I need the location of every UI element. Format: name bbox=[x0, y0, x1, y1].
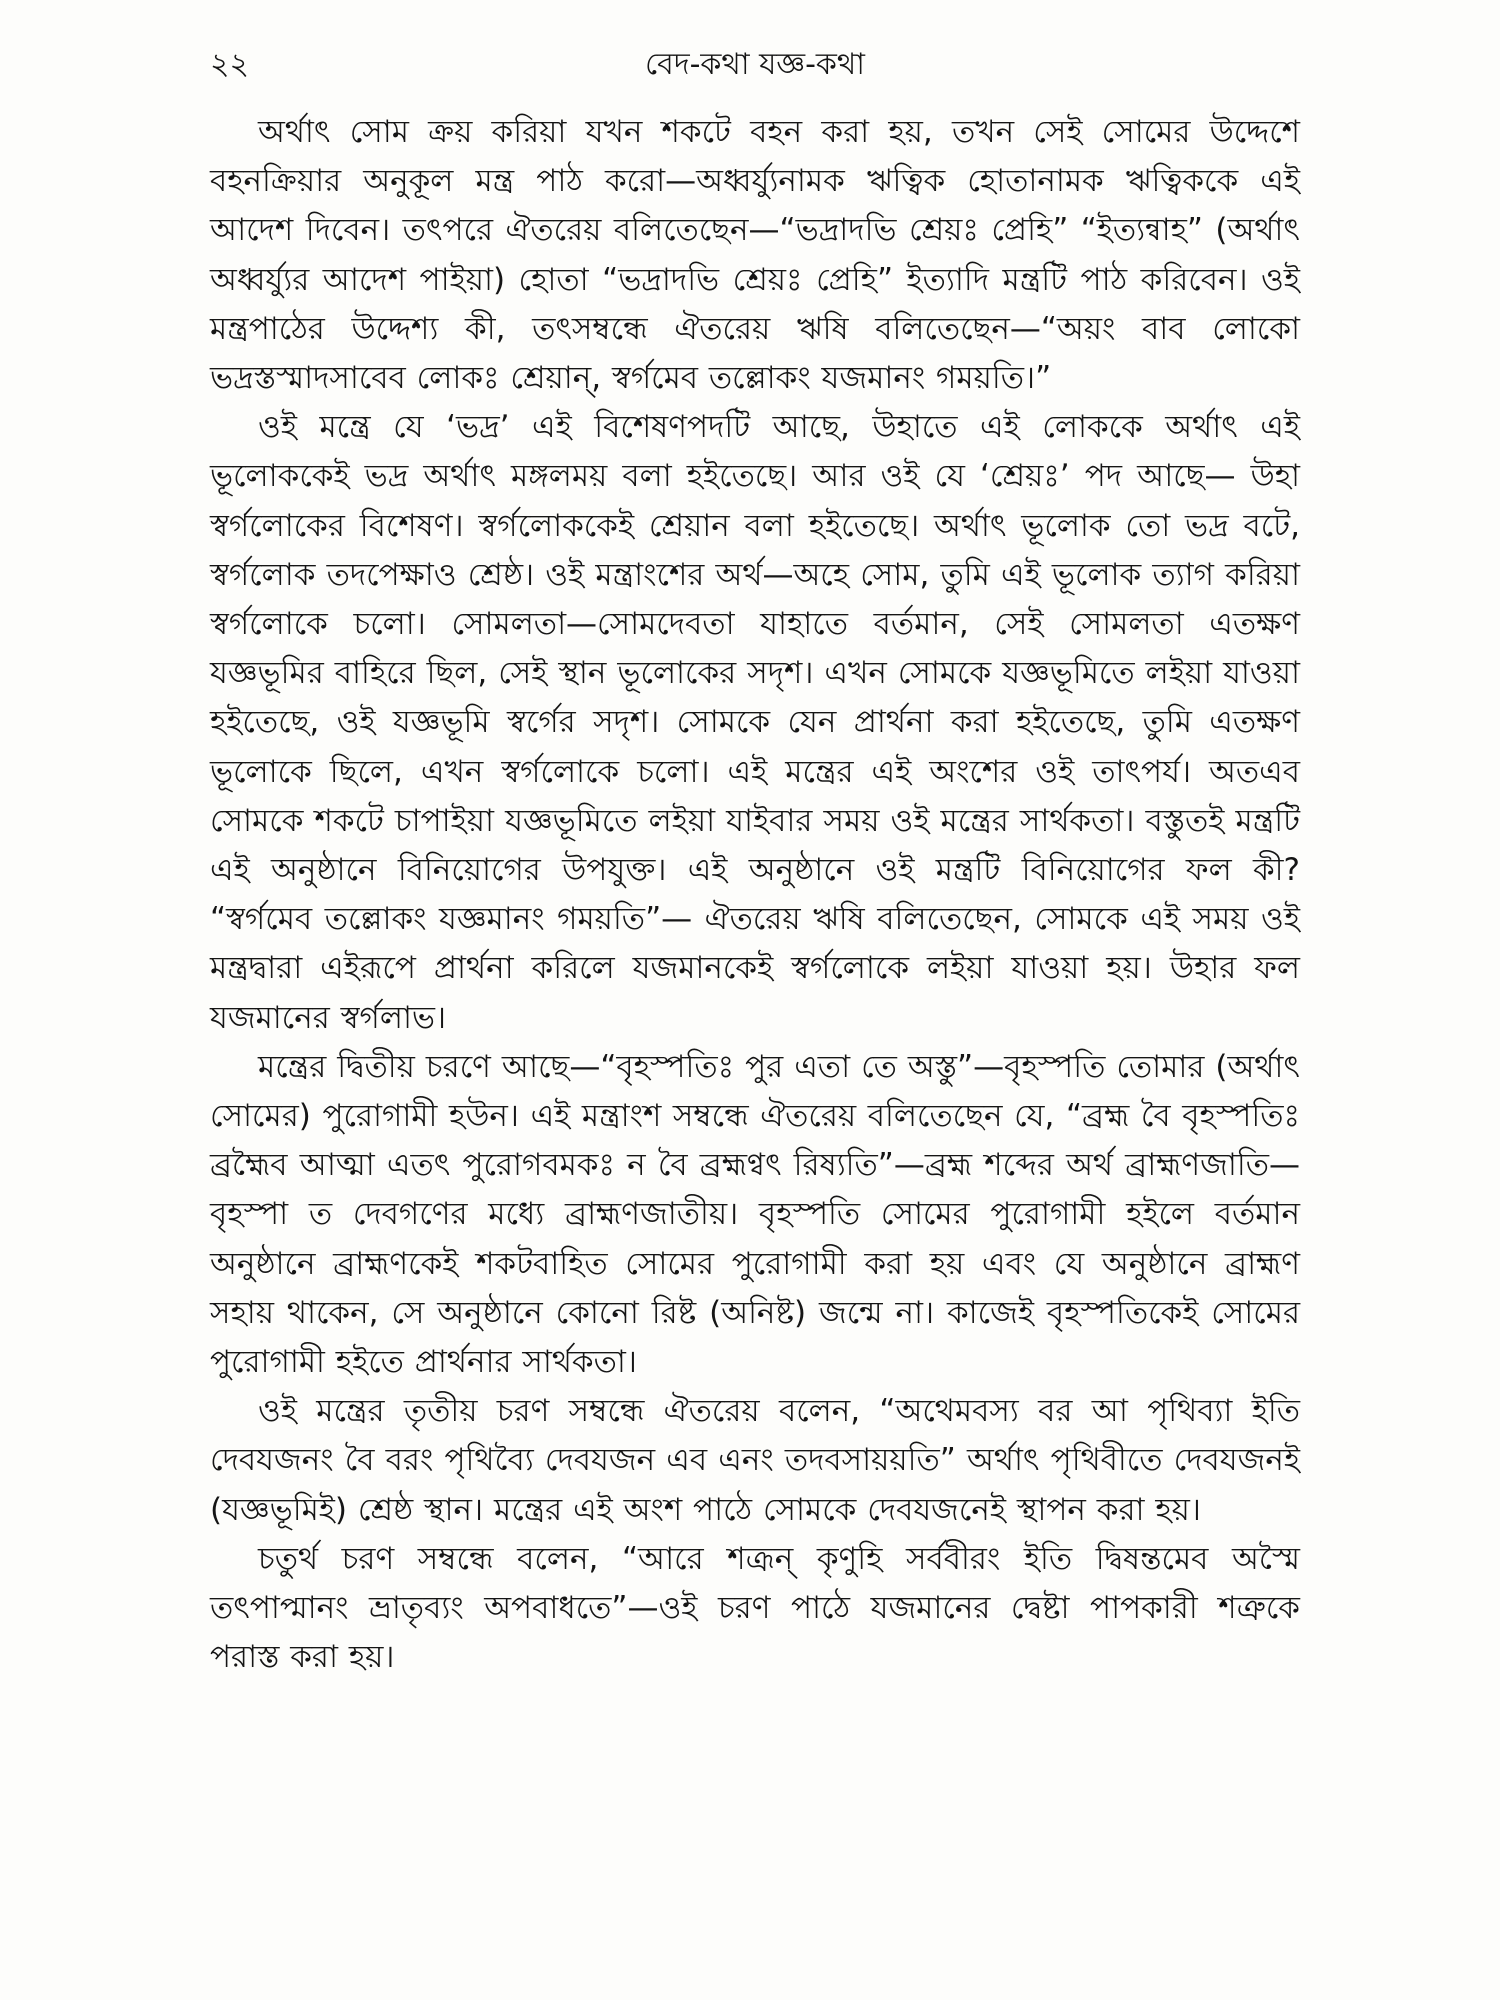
paragraph-4: ওই মন্ত্রের তৃতীয় চরণ সম্বন্ধে ঐতরেয় বলেন, “অথেমবস্য বর আ পৃথিব্যা ইতি দেবযজনং বৈ বরং পৃথিব্যৈ দেবযজন এব এনং তদবসায়য়তি” অর্থাৎ পৃথিবীতে দেবযজনই (যজ্ঞভূমিই) শ্রেষ্ঠ স্থান। মন্ত্রের এই অংশ পাঠে সোমকে দেবযজনেই স্থাপন করা হয়। bbox=[210, 1393, 1300, 1528]
paragraph-1: অর্থাৎ সোম ক্রয় করিয়া যখন শকটে বহন করা হয়, তখন সেই সোমের উদ্দেশে বহনক্রিয়ার অনুকূল মন্ত্র পাঠ করো—অধ্বর্য্যুনামক ঋত্বিক হোতানামক ঋত্বিককে এই আদেশ দিবেন। তৎপরে ঐতরেয় বলিতেছেন—“ভদ্রাদভি শ্রেয়ঃ প্রেহি” “ইত্যন্বাহ” (অর্থাৎ অধ্বর্য্যুর আদেশ পাইয়া) হোতা “ভদ্রাদভি শ্রেয়ঃ প্রেহি” ইত্যাদি মন্ত্রটি পাঠ করিবেন। ওই মন্ত্রপাঠের উদ্দেশ্য কী, তৎসম্বন্ধে ঐতরেয় ঋষি বলিতেছেন—“অয়ং বাব লোকো ভদ্রস্তস্মাদসাবেব লোকঃ শ্রেয়ান্‌, স্বর্গমেব তল্লোকং যজমানং গময়তি।” bbox=[210, 114, 1300, 397]
page-number: ২২ bbox=[210, 47, 250, 82]
paragraph-2: ওই মন্ত্রে যে ‘ভদ্র’ এই বিশেষণপদটি আছে, উহাতে এই লোককে অর্থাৎ এই ভূলোককেই ভদ্র অর্থাৎ মঙ্গলময় বলা হইতেছে। আর ওই যে ‘শ্রেয়ঃ’ পদ আছে— উহা স্বর্গলোকের বিশেষণ। স্বর্গলোককেই শ্রেয়ান বলা হইতেছে। অর্থাৎ ভূলোক তো ভদ্র বটে, স্বর্গলোক তদপেক্ষাও শ্রেষ্ঠ। ওই মন্ত্রাংশের অর্থ—অহে সোম, তুমি এই ভূলোক ত্যাগ করিয়া স্বর্গলোকে চলো। সোমলতা—সোমদেবতা যাহাতে বর্তমান, সেই সোমলতা এতক্ষণ যজ্ঞভূমির বাহিরে ছিল, সেই স্থান ভূলোকের সদৃশ। এখন সোমকে যজ্ঞভূমিতে লইয়া যাওয়া হইতেছে, ওই যজ্ঞভূমি স্বর্গের সদৃশ। সোমকে যেন প্রার্থনা করা হইতেছে, তুমি এতক্ষণ ভূলোকে ছিলে, এখন স্বর্গলোকে চলো। এই মন্ত্রের এই অংশের ওই তাৎপর্য। অতএব সোমকে শকটে চাপাইয়া যজ্ঞভূমিতে লইয়া যাইবার সময় ওই মন্ত্রের সার্থকতা। বস্তুতই মন্ত্রটি এই অনুষ্ঠানে বিনিয়োগের উপযুক্ত। এই অনুষ্ঠানে ওই মন্ত্রটি বিনিয়োগের ফল কী? “স্বর্গমেব তল্লোকং যজ্ঞমানং গময়তি”— ঐতরেয় ঋষি বলিতেছেন, সোমকে এই সময় ওই মন্ত্রদ্বারা এইরূপে প্রার্থনা করিলে যজমানকেই স্বর্গলোকে লইয়া যাওয়া হয়। উহার ফল যজমানের স্বর্গলাভ। bbox=[210, 409, 1300, 1036]
body-text bbox=[210, 108, 1300, 1683]
page-header bbox=[210, 40, 1300, 90]
paragraph-3: মন্ত্রের দ্বিতীয় চরণে আছে—“বৃহস্পতিঃ পুর এতা তে অস্তু”—বৃহস্পতি তোমার (অর্থাৎ সোমের) পুরোগামী হউন। এই মন্ত্রাংশ সম্বন্ধে ঐতরেয় বলিতেছেন যে, “ব্রহ্ম বৈ বৃহস্পতিঃ ব্রহ্মৈব আত্মা এতৎ পুরোগবমকঃ ন বৈ ব্রহ্মণ্বৎ রিষ্যতি”—ব্রহ্ম শব্দের অর্থ ব্রাহ্মণজাতি—বৃহস্পা ত দেবগণের মধ্যে ব্রাহ্মণজাতীয়। বৃহস্পতি সোমের পুরোগামী হইলে বর্তমান অনুষ্ঠানে ব্র‌াহ্মণকেই শকটবাহিত সোমের পুরোগামী করা হয় এবং যে অনুষ্ঠানে ব্রাহ্মণ সহায় থাকেন, সে অনুষ্ঠানে কোনো রিষ্ট (অনিষ্ট) জন্মে না। কাজেই বৃহস্পতিকেই সোমের পুরোগামী হইতে প্রার্থনার সার্থকতা। bbox=[210, 1048, 1300, 1381]
paragraph-5: চতুর্থ চরণ সম্বন্ধে বলেন, “আরে শত্রূন্‌ কৃণুহি সর্ববীরং ইতি দ্বিষন্তমেব অস্মৈ তৎপাপ্মানং ভ্রাতৃব্যং অপবাধতে”—ওই চরণ পাঠে যজমানের দ্বেষ্টা পাপকারী শত্রুকে পরাস্ত করা হয়। bbox=[210, 1540, 1300, 1676]
running-title: বেদ-কথা যজ্ঞ-কথা bbox=[644, 47, 866, 82]
